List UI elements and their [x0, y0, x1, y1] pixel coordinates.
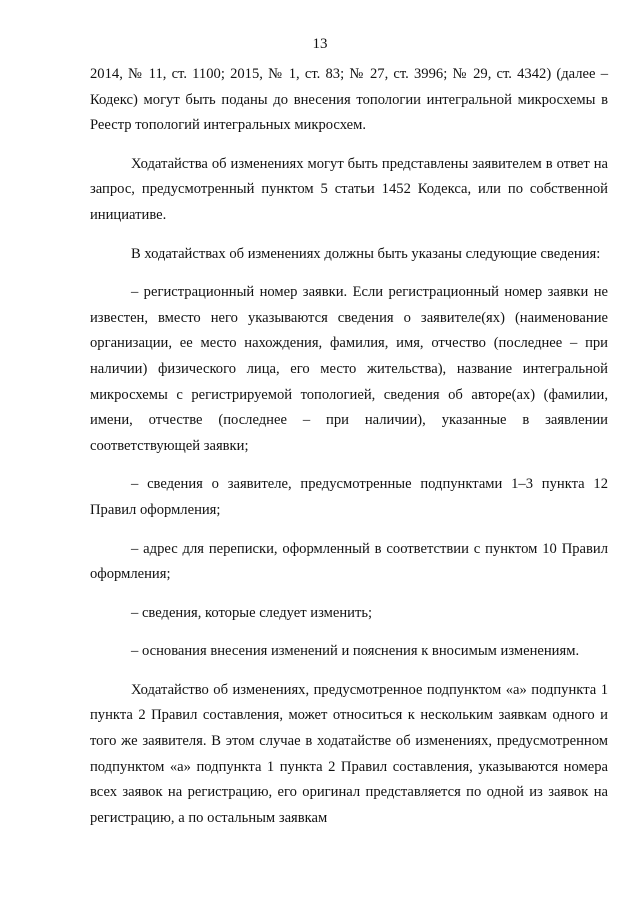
document-body — [90, 62, 608, 844]
paragraph: В ходатайствах об изменениях должны быть указаны следующие сведения: — [131, 245, 601, 262]
list-item: – регистрационный номер заявки. Если регистрационный номер заявки не известен, вместо него указываются сведения о заявителе(ях) (наименование организации, ее место нахождения, фамилия, имя, отчество (последнее – при наличии) физического лица, его место жительства), название интегральной микросхемы с регистрируемой топологией, сведения об авторе(ах) (фамилии, имени, отчестве (последнее – при наличии), указанные в заявлении соответствующей заявки; — [90, 284, 608, 454]
list-item: – основания внесения изменений и пояснения к вносимым изменениям. — [131, 643, 580, 660]
paragraph: Ходатайство об изменениях, предусмотренное подпунктом «а» подпункта 1 пункта 2 Правил составления, может относиться к нескольким заявкам одного и того же заявителя. В этом случае в ходатайстве об изменениях, предусмотренном подпунктом «а» подпункта 1 пункта 2 Правил составления, указываются номера всех заявок на регистрацию, его оригинал представляется по одной из заявок на регистрацию, а по остальным заявкам — [90, 681, 608, 826]
paragraph-continuation: 2014, № 11, ст. 1100; 2015, № 1, ст. 83; № 27, ст. 3996; № 29, ст. 4342) (далее – Кодекс) могут быть поданы до внесения топологии интегральной микросхемы в Реестр топологий интегральных микросхем. — [90, 66, 608, 134]
list-item: – сведения о заявителе, предусмотренные подпунктами 1–3 пункта 12 Правил оформления; — [90, 476, 608, 518]
list-item: – сведения, которые следует изменить; — [131, 604, 373, 621]
page-number: 13 — [312, 36, 328, 52]
list-item: – адрес для переписки, оформленный в соответствии с пунктом 10 Правил оформления; — [90, 540, 608, 583]
paragraph: Ходатайства об изменениях могут быть представлены заявителем в ответ на запрос, предусмотренный пунктом 5 статьи 1452 Кодекса, или по собственной инициативе. — [90, 155, 608, 223]
